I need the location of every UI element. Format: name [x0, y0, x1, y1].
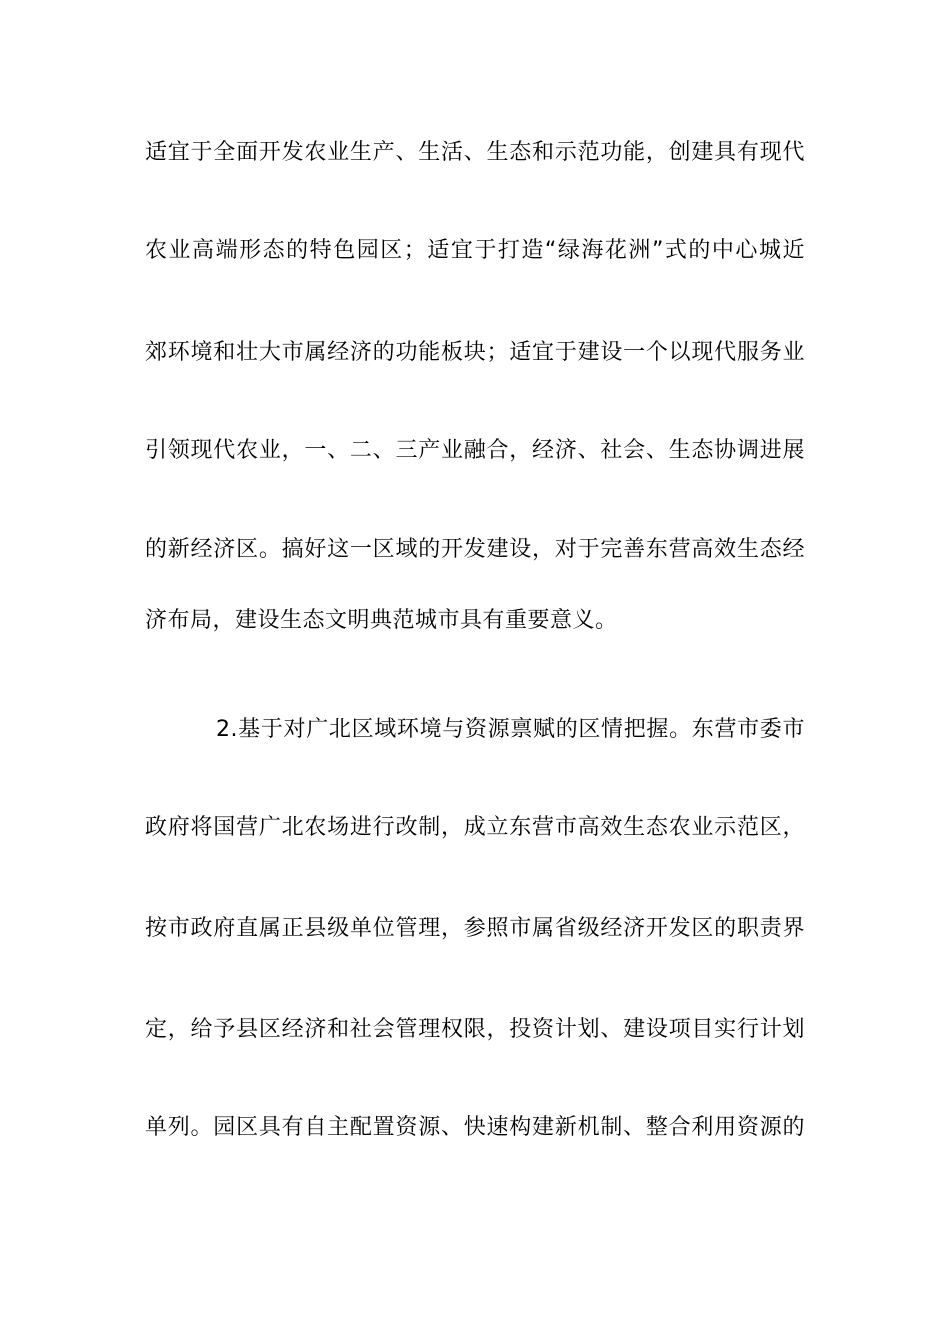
body-text-line: 郊环境和壮大市属经济的功能板块；适宜于建设一个以现代服务业: [145, 340, 805, 365]
body-text-line: 引领现代农业，一、二、三产业融合，经济、社会、生态协调进展: [145, 438, 805, 463]
body-text-line: 农业高端形态的特色园区；适宜于打造“绿海花洲”式的中心城近: [145, 238, 805, 263]
body-text-line: 济布局，建设生态文明典范城市具有重要意义。: [145, 608, 618, 633]
body-text-line: 适宜于全面开发农业生产、生活、生态和示范功能，创建具有现代: [145, 140, 805, 165]
body-text-line: 按市政府直属正县级单位管理，参照市属省级经济开发区的职责界: [145, 916, 805, 941]
body-text-line: 政府将国营广北农场进行改制，成立东营市高效生态农业示范区，: [145, 815, 805, 840]
body-text-line: 的新经济区。搞好这一区域的开发建设，对于完善东营高效生态经: [145, 537, 805, 562]
body-text-line: 定，给予县区经济和社会管理权限，投资计划、建设项目实行计划: [145, 1017, 805, 1042]
body-text-line: 单列。园区具有自主配置资源、快速构建新机制、整合利用资源的: [145, 1115, 805, 1140]
body-text-line: 2.基于对广北区域环境与资源禀赋的区情把握。东营市委市: [216, 717, 805, 742]
